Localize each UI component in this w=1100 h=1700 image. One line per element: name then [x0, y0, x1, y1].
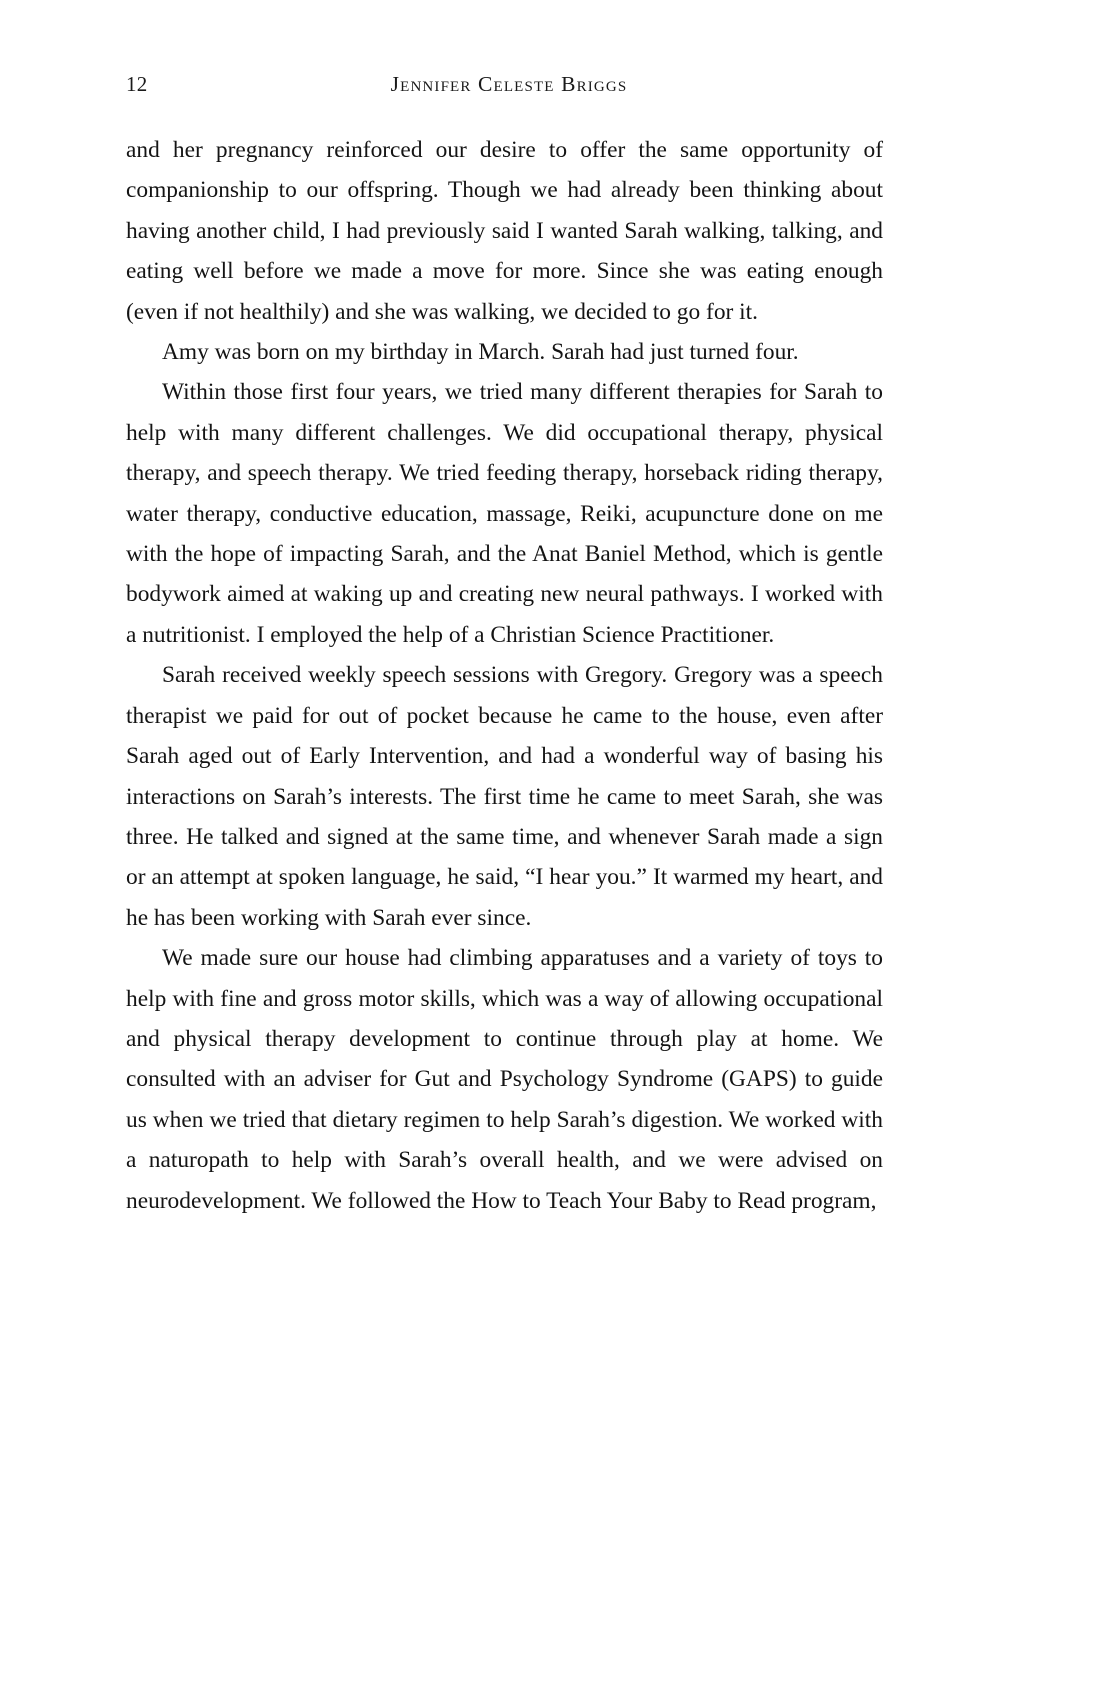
paragraph: Amy was born on my birthday in March. Sarah had just turned four.	[162, 339, 799, 366]
page-number: 12	[126, 72, 148, 96]
paragraph: We made sure our house had climbing apparatuses and a variety of toys to help with fine and gross motor skills, which was a way of allowing occupational and physical therapy development to continue through play at home. We consulted with an adviser for Gut and Psychology Syndrome (GAPS) to guide us when we tried that dietary regimen to help Sarah’s digestion. We worked with a naturopath to help with Sarah’s overall health, and we were advised on neurodevelopment. We followed the How to Teach Your Baby to Read program,	[126, 945, 883, 1214]
author-name-header: Jennifer Celeste Briggs	[390, 72, 628, 96]
paragraph: and her pregnancy reinforced our desire to offer the same opportunity of companionship to our offspring. Though we had already been thinking about having another child, I had previously said I wanted Sarah walking, talking, and eating well before we made a move for more. Since she was eating enough (even if not healthily) and she was walking, we decided to go for it.	[126, 137, 883, 325]
paragraph: Within those first four years, we tried many different therapies for Sarah to help with many different challenges. We did occupational therapy, physical therapy, and speech therapy. We tried feeding therapy, horseback riding therapy, water therapy, conductive education, massage, Reiki, acupuncture done on me with the hope of impacting Sarah, and the Anat Baniel Method, which is gentle bodywork aimed at waking up and creating new neural pathways. I worked with a nutritionist. I employed the help of a Christian Science Practitioner.	[126, 379, 883, 648]
paragraph: Sarah received weekly speech sessions with Gregory. Gregory was a speech therapist we paid for out of pocket because he came to the house, even after Sarah aged out of Early Intervention, and had a wonderful way of basing his interactions on Sarah’s interests. The first time he came to meet Sarah, she was three. He talked and signed at the same time, and whenever Sarah made a sign or an attempt at spoken language, he said, “I hear you.” It warmed my heart, and he has been working with Sarah ever since.	[126, 662, 883, 931]
page-body	[126, 130, 883, 1221]
running-head	[126, 72, 882, 102]
